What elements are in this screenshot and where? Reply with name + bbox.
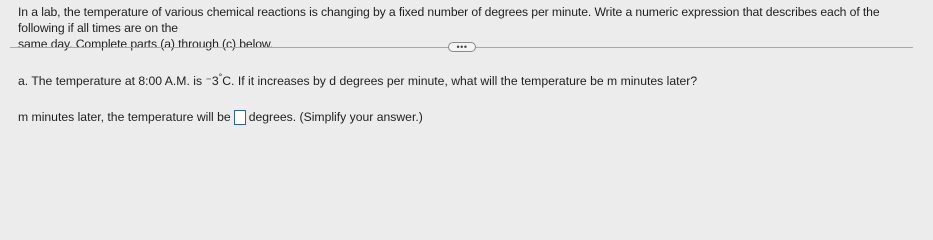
answer-suffix: degrees. (Simplify your answer.): [248, 110, 423, 124]
answer-line: [18, 109, 423, 125]
intro-line-1: In a lab, the temperature of various chemical reactions is changing by a fixed number of degrees per minute. Write a numeric expression that describes each of the following if all times are on the: [18, 5, 880, 35]
answer-input[interactable]: [234, 110, 246, 125]
expand-more-button[interactable]: •••: [448, 42, 476, 52]
part-a-temperature-value: ⁻3: [205, 74, 219, 88]
part-a-question: [18, 73, 697, 89]
part-a-suffix: C. If it increases by d degrees per minute, what will the temperature be m minutes later?: [222, 74, 698, 88]
answer-prefix: m minutes later, the temperature will be: [18, 110, 231, 124]
intro-line-2: same day. Complete parts (a) through (c) below.: [18, 37, 274, 51]
degree-symbol: °: [218, 71, 223, 82]
part-a-prefix: a. The temperature at 8:00 A.M. is: [18, 74, 206, 88]
